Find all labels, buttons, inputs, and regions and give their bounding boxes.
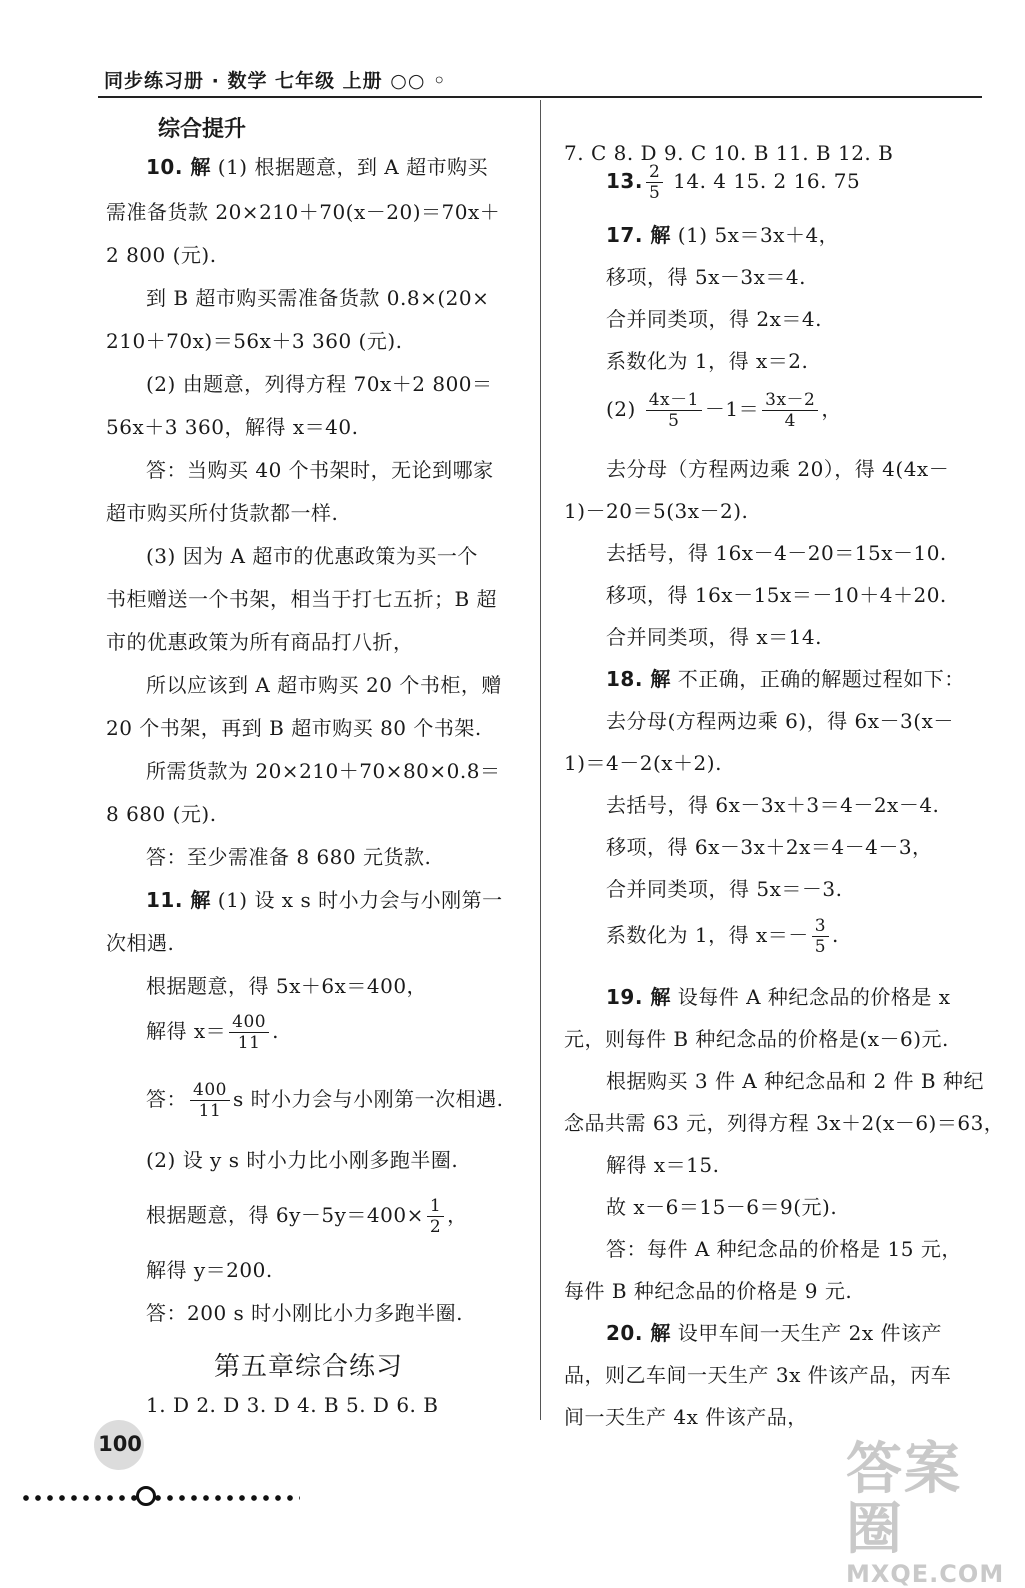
q19-line-7: 答：每件 A 种纪念品的价格是 15 元， xyxy=(606,1237,962,1261)
q10-label: 10. 解 xyxy=(146,155,211,179)
q10-line-2: 需准备货款 20×210＋70(x－20)＝70x＋ xyxy=(106,200,501,224)
q17-label: 17. 解 xyxy=(606,223,671,247)
q19-line-6: 故 x－6＝15－6＝9(元). xyxy=(606,1195,838,1219)
q17-line-1: 17. 解 (1) 5x＝3x＋4， xyxy=(606,223,840,247)
q17-line-3: 合并同类项，得 2x＝4. xyxy=(606,307,822,331)
q18-line-5: 移项，得 6x－3x＋2x＝4－4－3， xyxy=(606,835,933,859)
q11-line-6: (2) 设 y s 时小力比小刚多跑半圈. xyxy=(146,1148,459,1172)
q11-line-7: 根据题意，得 6y－5y＝400× $\frac{1}{2}$ ， xyxy=(146,1196,468,1237)
q11-line-2: 次相遇. xyxy=(106,931,175,955)
q11-line-8: 解得 y＝200. xyxy=(146,1258,273,1282)
q10-line-15: 所需货款为 20×210＋70×80×0.8＝ xyxy=(146,759,501,783)
q11-line-3: 根据题意，得 5x＋6x＝400， xyxy=(146,974,428,998)
column-divider xyxy=(540,100,541,1420)
q20-line-3: 间一天生产 4x 件该产品， xyxy=(564,1405,808,1429)
q11-line-9: 答：200 s 时小刚比小力多跑半圈. xyxy=(146,1301,464,1325)
header-rule xyxy=(98,96,982,98)
page-number: 100 xyxy=(98,1432,142,1456)
footer-ring-icon xyxy=(136,1486,156,1506)
q20-label: 20. 解 xyxy=(606,1321,671,1345)
q18-line-6: 合并同类项，得 5x＝－3. xyxy=(606,877,843,901)
q19-line-8: 每件 B 种纪念品的价格是 9 元. xyxy=(564,1279,853,1303)
q10-line-1: 10. 解 (1) 根据题意，到 A 超市购买 xyxy=(146,155,489,179)
q17-line-9: 移项，得 16x－15x＝－10＋4＋20. xyxy=(606,583,947,607)
q20-line-2: 品，则乙车间一天生产 3x 件该产品，丙车 xyxy=(564,1363,952,1387)
footer-dotted-line xyxy=(20,1494,300,1502)
answers-row-2: 7. C 8. D 9. C 10. B 11. B 12. B xyxy=(564,141,894,165)
q10-line-4: 到 B 超市购买需准备货款 0.8×(20× xyxy=(146,286,490,310)
watermark-logo: 答案圈 MXQE.COM xyxy=(846,1437,1005,1588)
q10-line-3: 2 800 (元). xyxy=(106,243,217,267)
q19-line-3: 根据购买 3 件 A 种纪念品和 2 件 B 种纪 xyxy=(606,1069,984,1093)
q10-line-17: 答：至少需准备 8 680 元货款. xyxy=(146,845,432,869)
q11-label: 11. 解 xyxy=(146,888,211,912)
fraction-400-11: $\frac{400}{11}$ xyxy=(190,1080,230,1121)
q11-line-1: 11. 解 (1) 设 x s 时小力会与小刚第一 xyxy=(146,888,503,912)
q18-line-1: 18. 解 不正确，正确的解题过程如下： xyxy=(606,667,965,691)
q10-line-16: 8 680 (元). xyxy=(106,802,217,826)
fraction-4x-1-over-5: $\frac{4x-1}{5}$ xyxy=(646,390,702,431)
q19-line-1: 19. 解 设每件 A 种纪念品的价格是 x xyxy=(606,985,951,1009)
chapter-title: 第五章综合练习 xyxy=(214,1352,404,1382)
q18-line-7: 系数化为 1，得 x＝－ $\frac{3}{5}$ . xyxy=(606,916,839,957)
q17-line-6: 去分母（方程两边乘 20），得 4(4x－ xyxy=(606,457,950,481)
q17-line-5: (2) $\frac{4x-1}{5}$ －1＝ $\frac{3x-2}{4}$ ， xyxy=(606,390,842,431)
q18-line-4: 去括号，得 6x－3x＋3＝4－2x－4. xyxy=(606,793,940,817)
fraction-3x-2-over-4: $\frac{3x-2}{4}$ xyxy=(762,390,818,431)
q17-line-8: 去括号，得 16x－4－20＝15x－10. xyxy=(606,541,947,565)
q10-line-11: 书柜赠送一个书架，相当于打七五折；B 超 xyxy=(106,587,498,611)
q10-line-13: 所以应该到 A 超市购买 20 个书柜，赠 xyxy=(146,673,502,697)
q10-line-7: 56x＋3 360，解得 x＝40. xyxy=(106,415,359,439)
q11-line-5: 答： $\frac{400}{11}$ s 时小力会与小刚第一次相遇. xyxy=(146,1080,504,1121)
q17-line-2: 移项，得 5x－3x＝4. xyxy=(606,265,806,289)
q17-line-10: 合并同类项，得 x＝14. xyxy=(606,625,822,649)
q17-line-7: 1)－20＝5(3x－2). xyxy=(564,499,749,523)
q10-line-6: (2) 由题意，列得方程 70x＋2 800＝ xyxy=(146,372,493,396)
q17-line-4: 系数化为 1，得 x＝2. xyxy=(606,349,809,373)
fraction-400-11: $\frac{400}{11}$ xyxy=(229,1012,269,1053)
fraction-2-5: $\frac{2}{5}$ xyxy=(646,162,663,203)
page-number-badge xyxy=(94,1420,152,1472)
q10-line-5: 210＋70x)＝56x＋3 360 (元). xyxy=(106,329,403,353)
q19-label: 19. 解 xyxy=(606,985,671,1009)
q10-line-9: 超市购买所付货款都一样. xyxy=(106,501,339,525)
q18-label: 18. 解 xyxy=(606,667,671,691)
q19-line-2: 元，则每件 B 种纪念品的价格是(x－6)元. xyxy=(564,1027,949,1051)
fraction-1-2: $\frac{1}{2}$ xyxy=(427,1196,444,1237)
q18-line-2: 去分母(方程两边乘 6)，得 6x－3(x－ xyxy=(606,709,954,733)
answers-row-3: 13. $\frac{2}{5}$ 14. 4 15. 2 16. 75 xyxy=(606,162,861,203)
q10-line-14: 20 个书架，再到 B 超市购买 80 个书架. xyxy=(106,716,482,740)
q19-line-4: 念品共需 63 元，列得方程 3x＋2(x－6)＝63， xyxy=(564,1111,1005,1135)
q20-line-1: 20. 解 设甲车间一天生产 2x 件该产 xyxy=(606,1321,942,1345)
q11-line-4: 解得 x＝ $\frac{400}{11}$ . xyxy=(146,1012,279,1053)
answers-row-1: 1. D 2. D 3. D 4. B 5. D 6. B xyxy=(146,1393,439,1417)
fraction-3-5: $\frac{3}{5}$ xyxy=(812,916,829,957)
q10-line-10: (3) 因为 A 超市的优惠政策为买一个 xyxy=(146,544,478,568)
q10-line-12: 市的优惠政策为所有商品打八折， xyxy=(106,630,414,654)
q18-line-3: 1)＝4－2(x＋2). xyxy=(564,751,722,775)
q19-line-5: 解得 x＝15. xyxy=(606,1153,720,1177)
q10-line-8: 答：当购买 40 个书架时，无论到哪家 xyxy=(146,458,494,482)
running-header: 同步练习册 · 数学 七年级 上册 ○○ ◦ xyxy=(104,70,447,92)
section-title: 综合提升 xyxy=(158,117,247,142)
